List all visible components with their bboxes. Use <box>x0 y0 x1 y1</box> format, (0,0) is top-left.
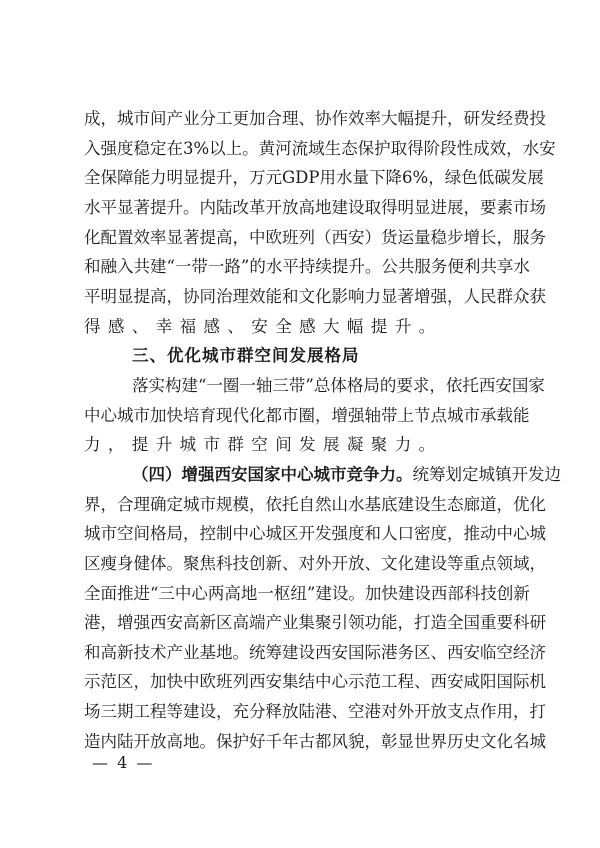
paragraph-line: 区瘦身健体。聚焦科技创新、对外开放、文化建设等重点领域， <box>84 553 546 573</box>
paragraph-line: 中心城市加快培育现代化都市圈，增强轴带上节点城市承载能 <box>84 405 530 425</box>
paragraph-line: 入强度稳定在3%以上。黄河流域生态保护取得阶段性成效，水安 <box>84 138 556 158</box>
paragraph-line: 造内陆开放高地。保护好千年古都风貌，彰显世界历史文化名城 <box>84 731 546 751</box>
paragraph-line <box>84 460 561 490</box>
paragraph-line: 成，城市间产业分工更加合理、协作效率大幅提升，研发经费投 <box>84 109 546 128</box>
paragraph-line: 得感、幸福感、安全感大幅提升。 <box>84 316 443 336</box>
paragraph-line: 全保障能力明显提升，万元GDP用水量下降6%，绿色低碳发展 <box>84 168 544 188</box>
paragraph-line: 场三期工程等建设，充分释放陆港、空港对外开放支点作用，打 <box>84 702 546 722</box>
section-heading: 三、优化城市群空间发展格局 <box>132 346 360 366</box>
paragraph-outcomes <box>84 104 556 341</box>
document-page <box>84 104 561 756</box>
paragraph-line: 全面推进“三中心两高地一枢纽”建设。加快建设西部科技创新 <box>84 583 530 603</box>
paragraph-line: 界，合理确定城市规模，依托自然山水基底建设生态廊道，优化 <box>84 494 546 514</box>
paragraph-line: 城市空间格局，控制中心城区开发强度和人口密度，推动中心城 <box>84 524 546 544</box>
paragraph-line: 和高新技术产业基地。统筹建设西安国际港务区、西安临空经济 <box>84 642 546 662</box>
paragraph-text: 统筹划定城镇开发边 <box>412 464 561 484</box>
page-number: — 4 — <box>92 753 155 772</box>
paragraph-line: 水平显著提升。内陆改革开放高地建设取得明显进展，要素市场 <box>84 197 546 217</box>
paragraph-xian-competitiveness <box>84 460 561 757</box>
paragraph-line: 化配置效率显著提高，中欧班列（西安）货运量稳步增长，服务 <box>84 227 546 247</box>
paragraph-line: 示范区，加快中欧班列西安集结中心示范工程、西安咸阳国际机 <box>84 672 546 692</box>
paragraph-line: 平明显提高，协同治理效能和文化影响力显著增强，人民群众获 <box>84 286 546 306</box>
paragraph-line: 落实构建“一圈一轴三带”总体格局的要求，依托西安国家 <box>132 375 545 395</box>
paragraph-line: 力，提升城市群空间发展凝聚力。 <box>84 435 443 455</box>
paragraph-spatial-layout <box>84 371 545 460</box>
subheading: （四）增强西安国家中心城市竞争力。 <box>132 464 413 484</box>
paragraph-line: 和融入共建“一带一路”的水平持续提升。公共服务便利共享水 <box>84 257 530 277</box>
paragraph-line: 港，增强西安高新区高端产业集聚引领功能，打造全国重要科研 <box>84 613 546 633</box>
